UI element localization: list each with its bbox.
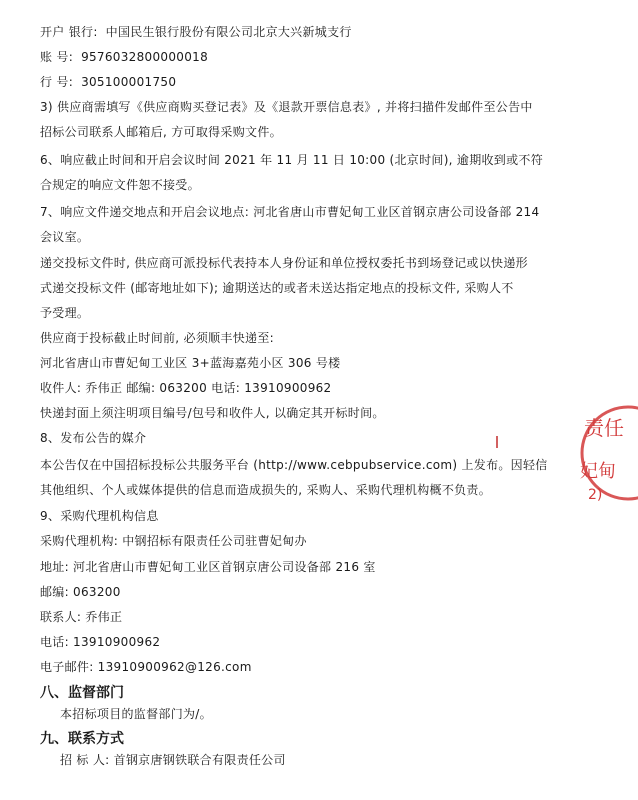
agency-address: 地址: 河北省唐山市曹妃甸工业区首钢京唐公司设备部 216 室 <box>40 560 376 574</box>
agency-zip: 邮编: 063200 <box>40 585 121 599</box>
note-6-line2: 合规定的响应文件恕不接受。 <box>40 178 200 192</box>
contact-heading: 九、联系方式 <box>40 731 124 747</box>
routing-label: 行 号: <box>40 75 74 89</box>
account-value: 9576032800000018 <box>81 50 209 64</box>
media-line1: 本公告仅在中国招标投标公共服务平台 (http://www.cebpubservice.com) 上发布。因轻信 <box>40 458 548 472</box>
bank-label: 开户 银行: <box>40 25 98 39</box>
media-heading: 8、发布公告的媒介 <box>40 431 147 445</box>
stamp-text-top: 责任 <box>584 416 624 440</box>
company-stamp <box>568 403 638 503</box>
bank-account-no <box>40 50 208 64</box>
note-3-line2: 招标公司联系人邮箱后, 方可取得采购文件。 <box>40 125 282 139</box>
buyer-line: 招 标 人: 首钢京唐钢铁联合有限责任公司 <box>60 753 286 767</box>
note-7-line1: 7、响应文件递交地点和开启会议地点: 河北省唐山市曹妃甸工业区首钢京唐公司设备部 214 <box>40 205 540 219</box>
bank-account-name <box>40 25 352 39</box>
mail-address: 河北省唐山市曹妃甸工业区 3+蓝海嘉苑小区 306 号楼 <box>40 356 341 370</box>
agency-contact: 联系人: 乔伟正 <box>40 610 123 624</box>
mail-note: 快递封面上须注明项目编号/包号和收件人, 以确定其开标时间。 <box>40 406 385 420</box>
bank-value: 中国民生银行股份有限公司北京大兴新城支行 <box>105 25 352 39</box>
mail-line1: 递交投标文件时, 供应商可派投标代表持本人身份证和单位授权委托书到场登记或以快递形 <box>40 256 528 270</box>
stamp-text-num: 2) <box>588 487 603 503</box>
note-3-line1: 3) 供应商需填写《供应商购买登记表》及《退款开票信息表》, 并将扫描件发邮件至公告中 <box>40 100 533 114</box>
agency-email: 电子邮件: 13910900962@126.com <box>40 660 252 674</box>
supervision-heading: 八、监督部门 <box>40 685 124 701</box>
mail-line3: 予受理。 <box>40 306 90 320</box>
recipient-line: 收件人: 乔伟正 邮编: 063200 电话: 13910900962 <box>40 381 332 395</box>
media-line2: 其他组织、个人或媒体提供的信息而造成损失的, 采购人、采购代理机构概不负责。 <box>40 483 492 497</box>
supervision-text: 本招标项目的监督部门为/。 <box>60 707 212 721</box>
note-7-line2: 会议室。 <box>40 230 90 244</box>
mail-line4: 供应商于投标截止时间前, 必须顺丰快递至: <box>40 331 274 345</box>
account-label: 账 号: <box>40 50 74 64</box>
note-6-line1: 6、响应截止时间和开启会议时间 2021 年 11 月 11 日 10:00 (北京时间), 逾期收到或不符 <box>40 153 544 167</box>
routing-value: 305100001750 <box>81 75 177 89</box>
stamp-text-side: 妃甸 <box>580 461 616 482</box>
stamp-mark <box>496 436 498 448</box>
bank-routing <box>40 75 176 89</box>
agency-name: 采购代理机构: 中钢招标有限责任公司驻曹妃甸办 <box>40 534 307 548</box>
stamp-graphic <box>568 403 638 503</box>
agency-heading: 9、采购代理机构信息 <box>40 509 159 523</box>
mail-line2: 式递交投标文件 (邮寄地址如下); 逾期送达的或者未送达指定地点的投标文件, 采购人不 <box>40 281 514 295</box>
agency-phone: 电话: 13910900962 <box>40 635 161 649</box>
